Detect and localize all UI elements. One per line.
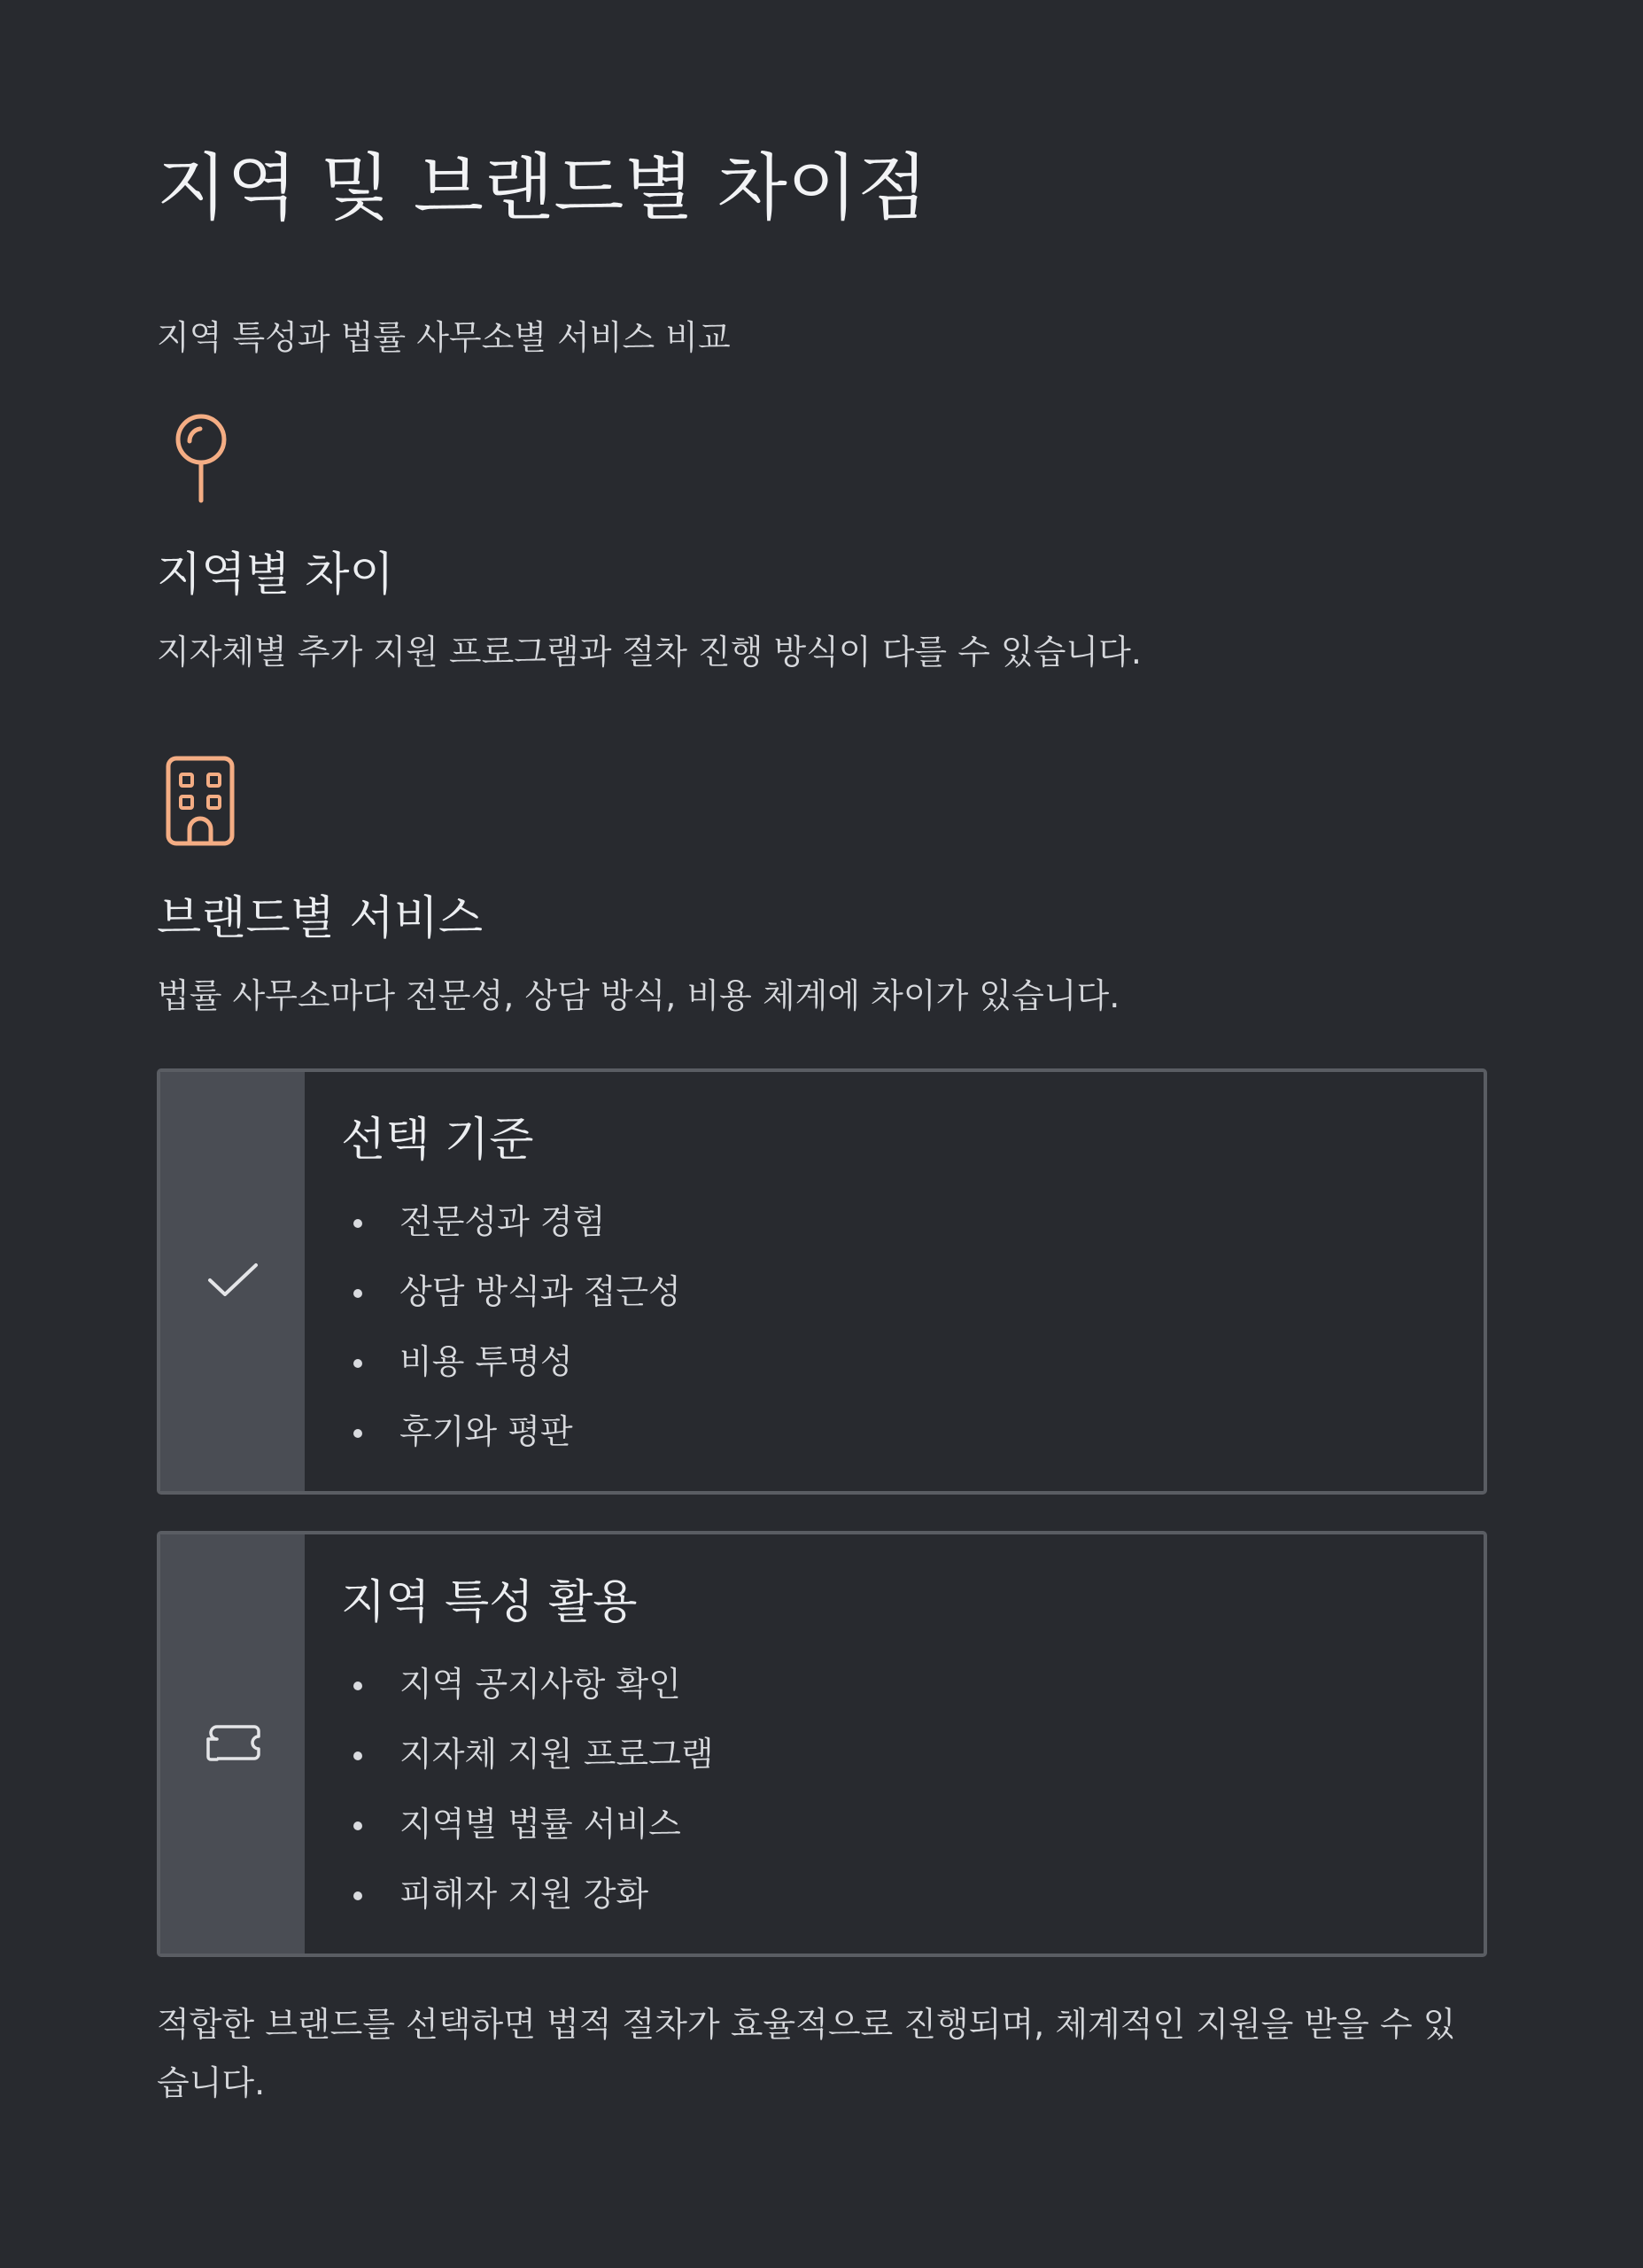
- section-desc-brand: 법률 사무소마다 전문성, 상담 방식, 비용 체계에 차이가 있습니다.: [157, 976, 1120, 1015]
- check-icon: [206, 1261, 260, 1303]
- list-item: 지자체 지원 프로그램: [341, 1720, 1484, 1790]
- card-body: [305, 1072, 1484, 1491]
- list-item: 비용 투명성: [341, 1327, 1484, 1397]
- ticket-icon: [205, 1721, 261, 1767]
- card-side-panel: [160, 1534, 305, 1953]
- list-item: 상담 방식과 접근성: [341, 1257, 1484, 1327]
- list-item: 전문성과 경험: [341, 1187, 1484, 1257]
- card-body: [305, 1534, 1484, 1953]
- card-side-panel: [160, 1072, 305, 1491]
- card-title: 지역 특성 활용: [341, 1576, 638, 1629]
- list-item: 후기와 평판: [341, 1397, 1484, 1467]
- list-item: 지역별 법률 서비스: [341, 1790, 1484, 1860]
- list-item: 지역 공지사항 확인: [341, 1650, 1484, 1720]
- section-title-regional: 지역별 차이: [157, 548, 394, 602]
- card-list: [341, 1650, 1484, 1930]
- building-icon: [165, 755, 236, 847]
- card-selection-criteria: [157, 1068, 1487, 1495]
- card-title: 선택 기준: [341, 1114, 534, 1167]
- section-desc-regional: 지자체별 추가 지원 프로그램과 절차 진행 방식이 다를 수 있습니다.: [157, 633, 1142, 672]
- section-title-brand: 브랜드별 서비스: [157, 892, 484, 945]
- card-regional-features: [157, 1531, 1487, 1957]
- map-pin-icon: [168, 409, 234, 505]
- footer-text: 적합한 브랜드를 선택하면 법적 절차가 효율적으로 진행되며, 체계적인 지원을 받을 수 있습니다.: [157, 2005, 1456, 2102]
- page-subtitle: 지역 특성과 법률 사무소별 서비스 비교: [157, 318, 731, 357]
- page-title: 지역 및 브랜드별 차이점: [157, 146, 928, 230]
- list-item: 피해자 지원 강화: [341, 1860, 1484, 1930]
- card-list: [341, 1187, 1484, 1467]
